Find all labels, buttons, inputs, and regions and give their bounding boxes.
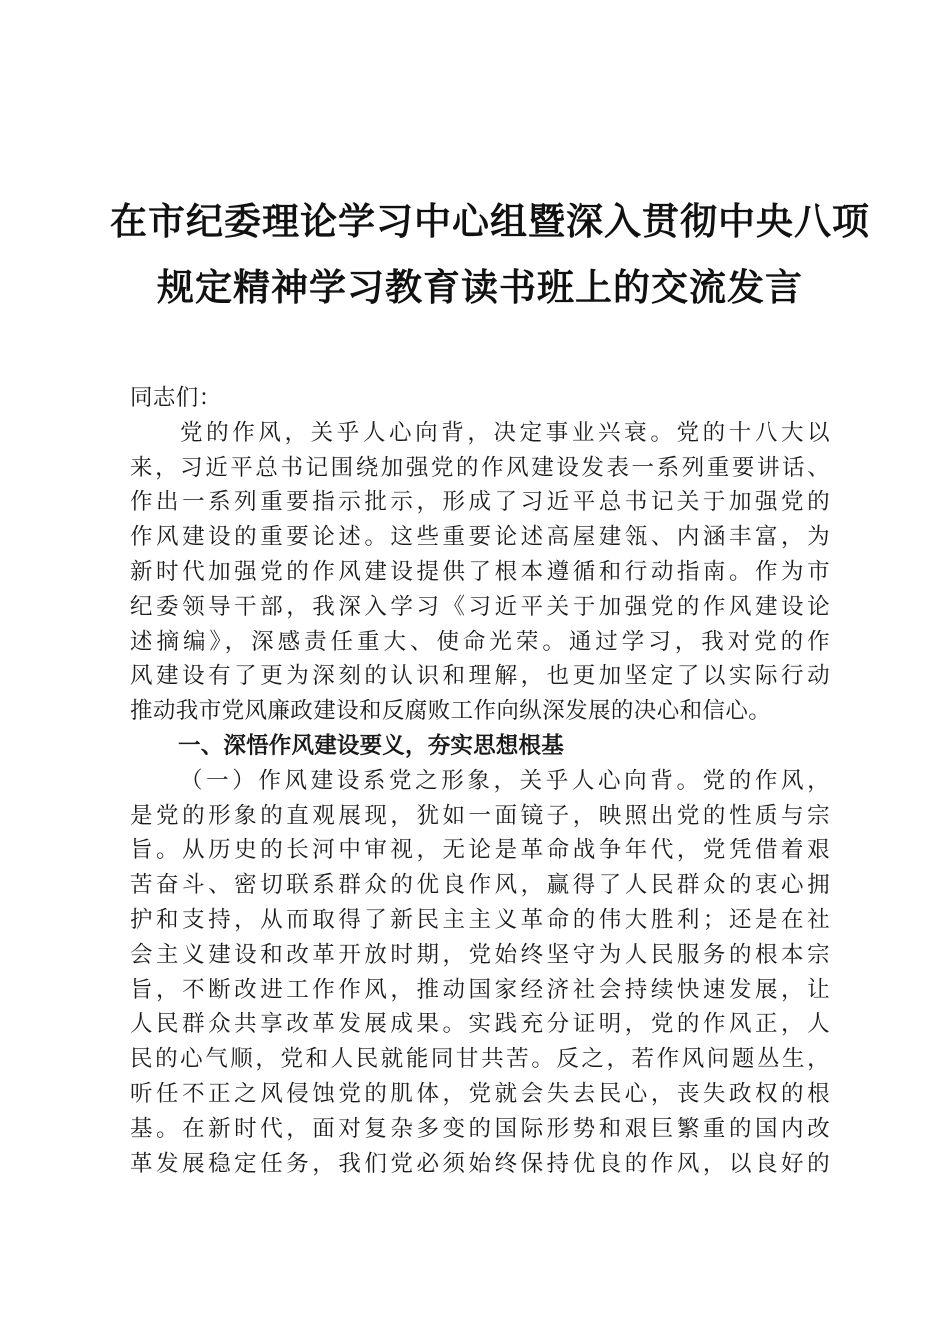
document-title xyxy=(110,188,870,320)
salutation: 同志们： xyxy=(130,385,222,411)
paragraph-2-line: 旨。从历史的长河中审视，无论是革命战争年代，党凭借着艰 xyxy=(130,837,830,864)
title-line-2: 规定精神学习教育读书班上的交流发言 xyxy=(157,265,803,309)
paragraph-2-line: 民的心气顺，党和人民就能同甘共苦。反之，若作风问题丛生， xyxy=(130,1046,830,1073)
document-body xyxy=(130,381,830,1181)
paragraph-1-line: 新时代加强党的作风建设提供了根本遵循和行动指南。作为市 xyxy=(130,558,830,585)
paragraph-2-line: 是党的形象的直观展现，犹如一面镜子，映照出党的性质与宗 xyxy=(130,802,830,829)
paragraph-1-line: 作风建设的重要论述。这些重要论述高屋建瓴、内涵丰富，为 xyxy=(130,524,830,551)
paragraph-1-line: 来，习近平总书记围绕加强党的作风建设发表一系列重要讲话、 xyxy=(130,454,830,481)
paragraph-2-line: （一）作风建设系党之形象，关乎人心向背。党的作风， xyxy=(180,767,830,794)
title-line-1: 在市纪委理论学习中心组暨深入贯彻中央八项 xyxy=(110,199,870,243)
paragraph-2-line: 基。在新时代，面对复杂多变的国际形势和艰巨繁重的国内改 xyxy=(130,1115,830,1142)
paragraph-2-line: 人民群众共享改革发展成果。实践充分证明，党的作风正，人 xyxy=(130,1011,830,1038)
paragraph-2-line: 苦奋斗、密切联系群众的优良作风，赢得了人民群众的衷心拥 xyxy=(130,872,830,899)
paragraph-2-line: 旨，不断改进工作作风，推动国家经济社会持续快速发展，让 xyxy=(130,976,830,1003)
paragraph-1-line: 纪委领导干部，我深入学习《习近平关于加强党的作风建设论 xyxy=(130,593,830,620)
paragraph-1-line: 党的作风，关乎人心向背，决定事业兴衰。党的十八大以 xyxy=(180,419,830,446)
paragraph-1-line: 推动我市党风廉政建设和反腐败工作向纵深发展的决心和信心。 xyxy=(130,698,772,725)
paragraph-1-line: 作出一系列重要指示批示，形成了习近平总书记关于加强党的 xyxy=(130,489,830,516)
paragraph-2-line: 护和支持，从而取得了新民主主义革命的伟大胜利；还是在社 xyxy=(130,906,830,933)
paragraph-1-line: 述摘编》，深感责任重大、使命光荣。通过学习，我对党的作 xyxy=(130,628,830,655)
paragraph-1-line: 风建设有了更为深刻的认识和理解，也更加坚定了以实际行动 xyxy=(130,663,830,690)
paragraph-2-line: 革发展稳定任务，我们党必须始终保持优良的作风，以良好的 xyxy=(130,1150,830,1177)
paragraph-2-line: 听任不正之风侵蚀党的肌体，党就会失去民心，丧失政权的根 xyxy=(130,1080,830,1107)
paragraph-2-line: 会主义建设和改革开放时期，党始终坚守为人民服务的根本宗 xyxy=(130,941,830,968)
section-heading-1: 一、深悟作风建设要义，夯实思想根基 xyxy=(178,732,564,759)
